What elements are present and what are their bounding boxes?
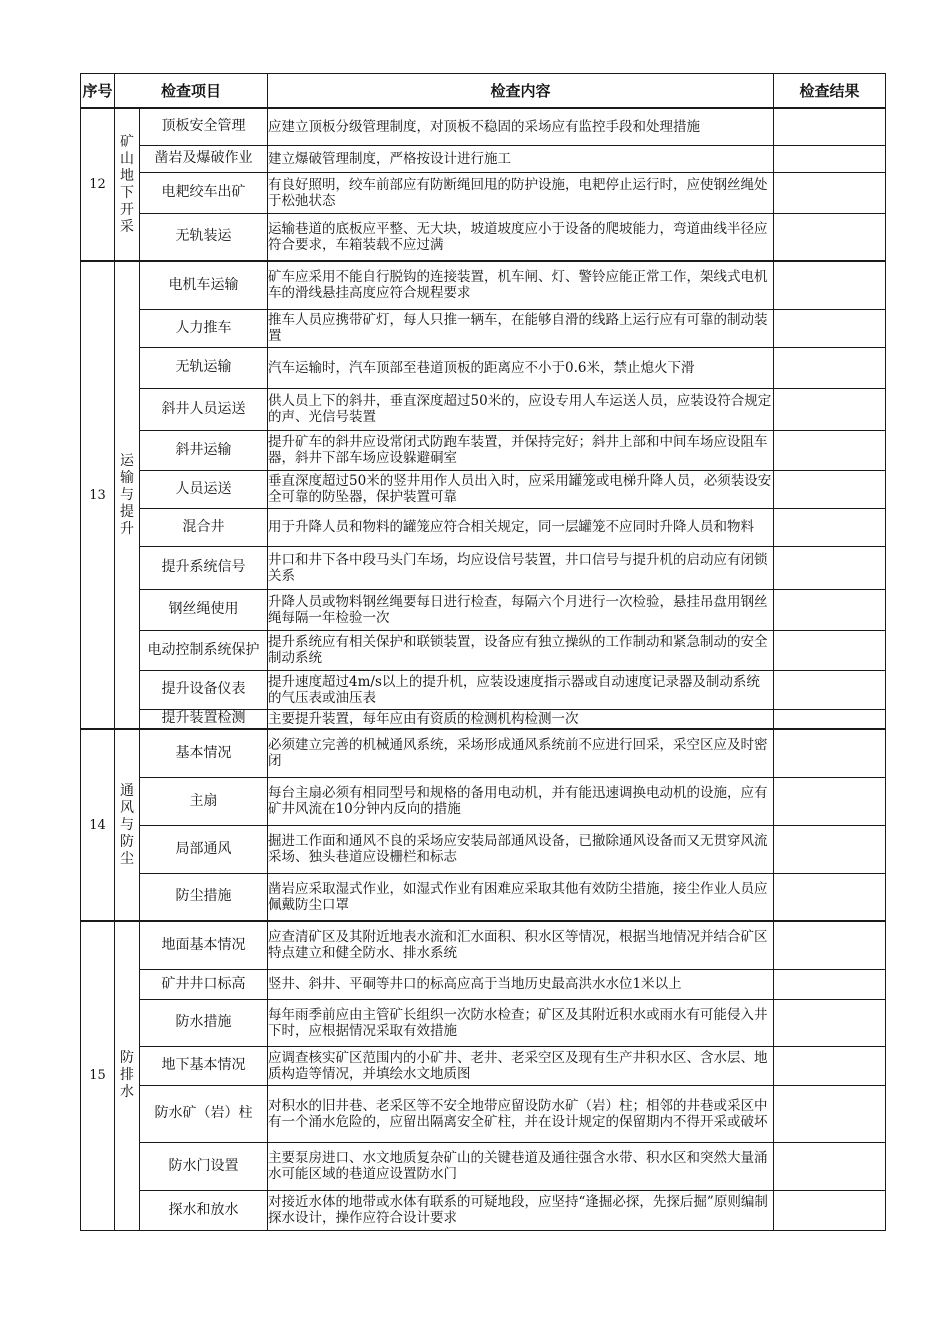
result-cell[interactable] <box>774 921 886 969</box>
item-name: 人力推车 <box>140 309 268 347</box>
table-row <box>81 388 886 430</box>
item-name: 矿井井口标高 <box>140 969 268 999</box>
table-row <box>81 1046 886 1085</box>
item-content: 推车人员应携带矿灯，每人只推一辆车，在能够自滑的线路上运行应有可靠的制动装置 <box>268 309 774 347</box>
item-name: 主扇 <box>140 777 268 825</box>
table-row <box>81 969 886 999</box>
table-row <box>81 347 886 388</box>
table-header-row <box>81 74 886 109</box>
item-content: 凿岩应采取湿式作业，如湿式作业有困难应采取其他有效防尘措施，接尘作业人员应佩戴防尘口罩 <box>268 873 774 921</box>
table-row <box>81 508 886 546</box>
result-cell[interactable] <box>774 969 886 999</box>
item-name: 防水矿（岩）柱 <box>140 1085 268 1142</box>
group-seq: 12 <box>81 108 115 261</box>
result-cell[interactable] <box>774 470 886 508</box>
result-cell[interactable] <box>774 825 886 873</box>
table-row <box>81 430 886 470</box>
item-content: 主要提升装置，每年应由有资质的检测机构检测一次 <box>268 709 774 729</box>
table-row <box>81 172 886 213</box>
group-category: 通风与防尘 <box>115 729 140 921</box>
header-item: 检查项目 <box>115 74 268 109</box>
result-cell[interactable] <box>774 1142 886 1190</box>
inspection-checklist-table <box>80 73 886 1231</box>
group-15 <box>81 921 886 1230</box>
table-row <box>81 589 886 630</box>
result-cell[interactable] <box>774 546 886 589</box>
group-seq: 15 <box>81 921 115 1230</box>
header-result: 检查结果 <box>774 74 886 109</box>
result-cell[interactable] <box>774 309 886 347</box>
result-cell[interactable] <box>774 729 886 777</box>
item-content: 汽车运输时，汽车顶部至巷道顶板的距离应不小于0.6米，禁止熄火下滑 <box>268 347 774 388</box>
item-content: 对接近水体的地带或水体有联系的可疑地段，应坚持“逢掘必探，先探后掘”原则编制探水设计，操作应符合设计要求 <box>268 1190 774 1230</box>
item-content: 用于升降人员和物料的罐笼应符合相关规定，同一层罐笼不应同时升降人员和物料 <box>268 508 774 546</box>
table-row <box>81 470 886 508</box>
item-name: 局部通风 <box>140 825 268 873</box>
result-cell[interactable] <box>774 709 886 729</box>
result-cell[interactable] <box>774 999 886 1046</box>
result-cell[interactable] <box>774 873 886 921</box>
item-name: 顶板安全管理 <box>140 108 268 145</box>
result-cell[interactable] <box>774 213 886 261</box>
table-row <box>81 1190 886 1230</box>
result-cell[interactable] <box>774 777 886 825</box>
item-name: 探水和放水 <box>140 1190 268 1230</box>
header-seq: 序号 <box>81 74 115 109</box>
item-content: 应查清矿区及其附近地表水流和汇水面积、积水区等情况，根据当地情况并结合矿区特点建立和健全防水、排水系统 <box>268 921 774 969</box>
item-content: 运输巷道的底板应平整、无大块，坡道坡度应小于设备的爬坡能力，弯道曲线半径应符合要求，车箱装载不应过满 <box>268 213 774 261</box>
item-name: 电耙绞车出矿 <box>140 172 268 213</box>
item-name: 凿岩及爆破作业 <box>140 145 268 172</box>
table-row <box>81 873 886 921</box>
item-name: 地面基本情况 <box>140 921 268 969</box>
table-row <box>81 546 886 589</box>
item-content: 掘进工作面和通风不良的采场应安装局部通风设备，已撤除通风设备而又无贯穿风流采场、独头巷道应设栅栏和标志 <box>268 825 774 873</box>
result-cell[interactable] <box>774 172 886 213</box>
table-row <box>81 145 886 172</box>
item-name: 防尘措施 <box>140 873 268 921</box>
table-row <box>81 261 886 309</box>
result-cell[interactable] <box>774 347 886 388</box>
item-name: 无轨装运 <box>140 213 268 261</box>
table-row <box>81 1085 886 1142</box>
item-content: 对积水的旧井巷、老采区等不安全地带应留设防水矿（岩）柱；相邻的井巷或采区中有一个涌水危险的，应留出隔离安全矿柱，并在设计规定的保留期内不得开采或破坏 <box>268 1085 774 1142</box>
item-name: 提升设备仪表 <box>140 670 268 709</box>
item-content: 必须建立完善的机械通风系统，采场形成通风系统前不应进行回采，采空区应及时密闭 <box>268 729 774 777</box>
item-content: 提升矿车的斜井应设常闭式防跑车装置，并保持完好；斜井上部和中间车场应设阻车器，斜井下部车场应设躲避硐室 <box>268 430 774 470</box>
item-content: 应建立顶板分级管理制度，对顶板不稳固的采场应有监控手段和处理措施 <box>268 108 774 145</box>
item-content: 升降人员或物料钢丝绳要每日进行检查，每隔六个月进行一次检验，悬挂吊盘用钢丝绳每隔一年检验一次 <box>268 589 774 630</box>
item-name: 地下基本情况 <box>140 1046 268 1085</box>
table-row <box>81 729 886 777</box>
result-cell[interactable] <box>774 670 886 709</box>
result-cell[interactable] <box>774 1190 886 1230</box>
group-category: 防排水 <box>115 921 140 1230</box>
result-cell[interactable] <box>774 1046 886 1085</box>
group-12 <box>81 108 886 261</box>
item-content: 有良好照明，绞车前部应有防断绳回甩的防护设施，电耙停止运行时，应使钢丝绳处于松弛状态 <box>268 172 774 213</box>
item-name: 提升系统信号 <box>140 546 268 589</box>
result-cell[interactable] <box>774 508 886 546</box>
item-name: 无轨运输 <box>140 347 268 388</box>
item-name: 防水门设置 <box>140 1142 268 1190</box>
item-content: 垂直深度超过50米的竖井用作人员出入时，应采用罐笼或电梯升降人员，必须装设安全可靠的防坠器，保护装置可靠 <box>268 470 774 508</box>
result-cell[interactable] <box>774 630 886 670</box>
table-row <box>81 825 886 873</box>
item-name: 钢丝绳使用 <box>140 589 268 630</box>
table-row <box>81 309 886 347</box>
group-seq: 13 <box>81 261 115 729</box>
item-name: 斜井人员运送 <box>140 388 268 430</box>
item-name: 混合井 <box>140 508 268 546</box>
item-content: 井口和井下各中段马头门车场，均应设信号装置，井口信号与提升机的启动应有闭锁关系 <box>268 546 774 589</box>
item-name: 人员运送 <box>140 470 268 508</box>
table-row <box>81 709 886 729</box>
item-name: 斜井运输 <box>140 430 268 470</box>
result-cell[interactable] <box>774 589 886 630</box>
item-content: 建立爆破管理制度，严格按设计进行施工 <box>268 145 774 172</box>
result-cell[interactable] <box>774 1085 886 1142</box>
item-name: 基本情况 <box>140 729 268 777</box>
table-row <box>81 921 886 969</box>
item-name: 防水措施 <box>140 999 268 1046</box>
group-13 <box>81 261 886 729</box>
table-row <box>81 108 886 145</box>
group-seq: 14 <box>81 729 115 921</box>
table-row <box>81 670 886 709</box>
table-row <box>81 630 886 670</box>
item-content: 应调查核实矿区范围内的小矿井、老井、老采空区及现有生产井积水区、含水层、地质构造等情况，并填绘水文地质图 <box>268 1046 774 1085</box>
table-row <box>81 213 886 261</box>
item-name: 电动控制系统保护 <box>140 630 268 670</box>
table-row <box>81 999 886 1046</box>
item-content: 每台主扇必须有相同型号和规格的备用电动机，并有能迅速调换电动机的设施，应有矿井风流在10分钟内反向的措施 <box>268 777 774 825</box>
item-content: 提升系统应有相关保护和联锁装置，设备应有独立操纵的工作制动和紧急制动的安全制动系统 <box>268 630 774 670</box>
group-category: 运输与提升 <box>115 261 140 729</box>
table-row <box>81 777 886 825</box>
item-content: 供人员上下的斜井，垂直深度超过50米的，应设专用人车运送人员，应装设符合规定的声、光信号装置 <box>268 388 774 430</box>
item-content: 主要泵房进口、水文地质复杂矿山的关键巷道及通往强含水带、积水区和突然大量涌水可能区域的巷道应设置防水门 <box>268 1142 774 1190</box>
header-content: 检查内容 <box>268 74 774 109</box>
item-content: 竖井、斜井、平硐等井口的标高应高于当地历史最高洪水水位1米以上 <box>268 969 774 999</box>
result-cell[interactable] <box>774 430 886 470</box>
result-cell[interactable] <box>774 145 886 172</box>
result-cell[interactable] <box>774 388 886 430</box>
item-name: 电机车运输 <box>140 261 268 309</box>
item-name: 提升装置检测 <box>140 709 268 729</box>
result-cell[interactable] <box>774 108 886 145</box>
result-cell[interactable] <box>774 261 886 309</box>
group-category: 矿山地下开采 <box>115 108 140 261</box>
group-14 <box>81 729 886 921</box>
item-content: 每年雨季前应由主管矿长组织一次防水检查；矿区及其附近积水或雨水有可能侵入井下时，应根据情况采取有效措施 <box>268 999 774 1046</box>
item-content: 提升速度超过4m/s以上的提升机，应装设速度指示器或自动速度记录器及制动系统的气压表或油压表 <box>268 670 774 709</box>
item-content: 矿车应采用不能自行脱钩的连接装置，机车闸、灯、警铃应能正常工作，架线式电机车的滑线悬挂高度应符合规程要求 <box>268 261 774 309</box>
table-row <box>81 1142 886 1190</box>
